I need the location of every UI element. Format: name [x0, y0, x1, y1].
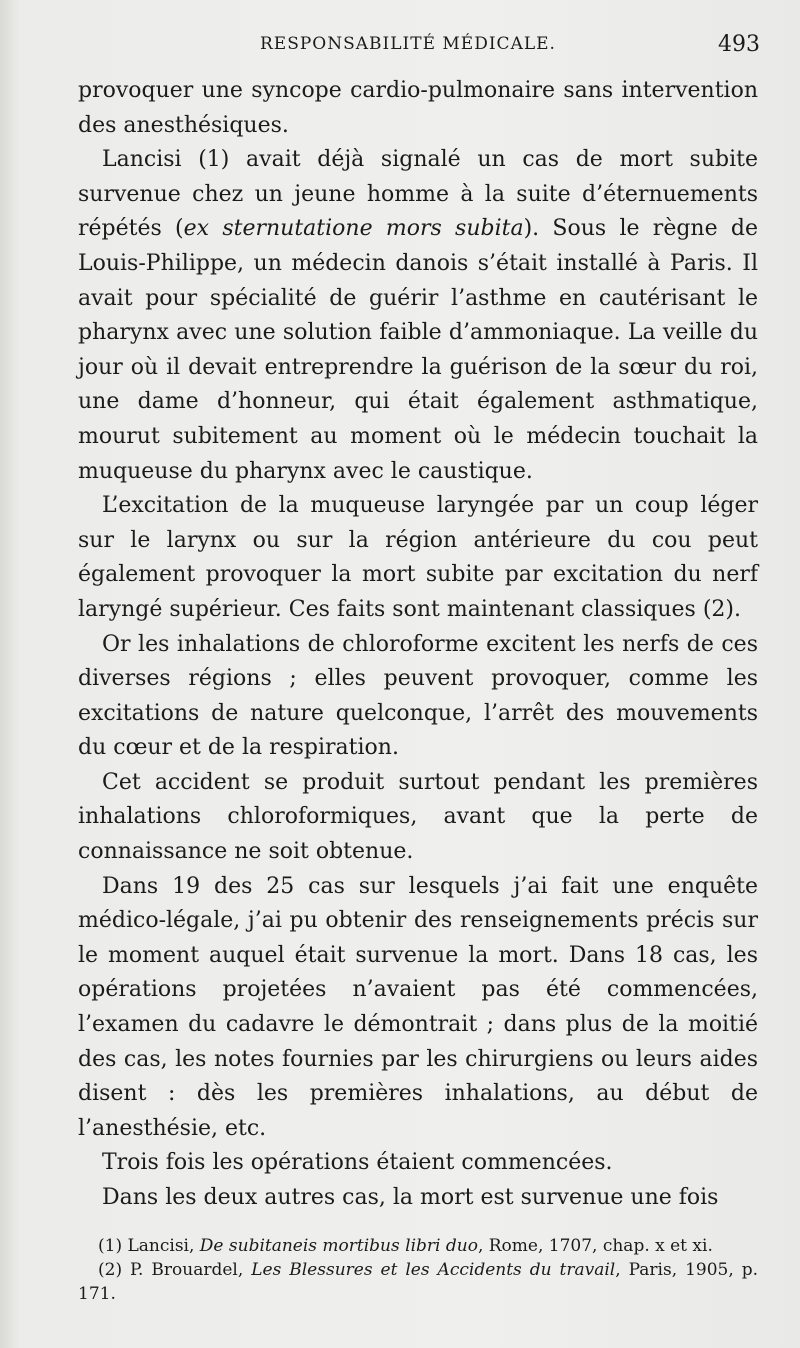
body-text [78, 74, 758, 1216]
cited-title: Les Blessures et les Accidents du travail [251, 1260, 616, 1280]
footnote-1 [78, 1234, 758, 1258]
running-title: RESPONSABILITÉ MÉDICALE. [260, 34, 556, 54]
text-run: Lancisi (1) avait déjà signalé un cas de mort subite survenue chez un jeune homme à la suite d’éternuements répétés ( [78, 147, 758, 242]
paragraph [78, 766, 758, 870]
cited-title: De subitaneis mortibus libri duo [199, 1236, 478, 1256]
paragraph [78, 870, 758, 1147]
paragraph [78, 143, 758, 489]
text-run: provoquer une syncope cardio-pulmonaire sans intervention des anesthésiques. [78, 78, 758, 138]
text-run: (2) P. Brouardel, [98, 1260, 252, 1280]
text-run: Trois fois les opérations étaient commencées. [102, 1150, 613, 1176]
paragraph [78, 628, 758, 766]
page-header [80, 32, 760, 60]
latin-quote: ex sternutatione mors subita [183, 216, 524, 242]
text-run: (1) Lancisi, [98, 1236, 200, 1256]
page-number: 493 [718, 32, 760, 57]
text-run: Dans les deux autres cas, la mort est survenue une fois [102, 1185, 719, 1210]
paragraph [78, 1181, 758, 1216]
paragraph [78, 1146, 758, 1181]
footnotes [78, 1234, 758, 1306]
paragraph [78, 74, 758, 143]
text-run: L’excitation de la muqueuse laryngée par un coup léger sur le larynx ou sur la région antérieure du cou peut également provoquer la mort subite par excitation du nerf laryngé supérieur. Ces faits sont maintenant classiques (2). [78, 493, 758, 622]
text-run: Cet accident se produit surtout pendant les premières inhalations chloroformiques, avant que la perte de connaissance ne soit obtenue. [78, 769, 758, 865]
text-run: Dans 19 des 25 cas sur lesquels j’ai fait une enquête médico-légale, j’ai pu obtenir des renseignements précis sur le moment auquel était survenue la mort. Dans 18 cas, les opérations projetées n’avaient pas été commencées, l’examen du cadavre le démontrait ; dans plus de la moitié des cas, les notes fournies par les chirurgiens ou leurs aides disent : dès les premières inhalations, au début de l’anesthésie, etc. [78, 873, 758, 1141]
paragraph [78, 489, 758, 627]
text-run: , Paris, 1905, p. 171. [78, 1260, 758, 1304]
footnote-2 [78, 1258, 758, 1306]
text-run: ). Sous le règne de Louis-Philippe, un médecin danois s’était installé à Paris. Il avait pour spécialité de guérir l’asthme en cautérisant le pharynx avec une solution faible d’ammoniaque. La veille du jour où il devait entreprendre la guérison de la sœur du roi, une dame d’honneur, qui était également asthmatique, mourut subitement au moment où le médecin touchait la muqueuse du pharynx avec le caustique. [78, 216, 758, 484]
text-run: Or les inhalations de chloroforme excitent les nerfs de ces diverses régions ; elles peuvent provoquer, comme les excitations de nature quelconque, l’arrêt des mouvements du cœur et de la respiration. [78, 631, 758, 761]
text-run: , Rome, 1707, chap. x et xi. [477, 1236, 713, 1256]
